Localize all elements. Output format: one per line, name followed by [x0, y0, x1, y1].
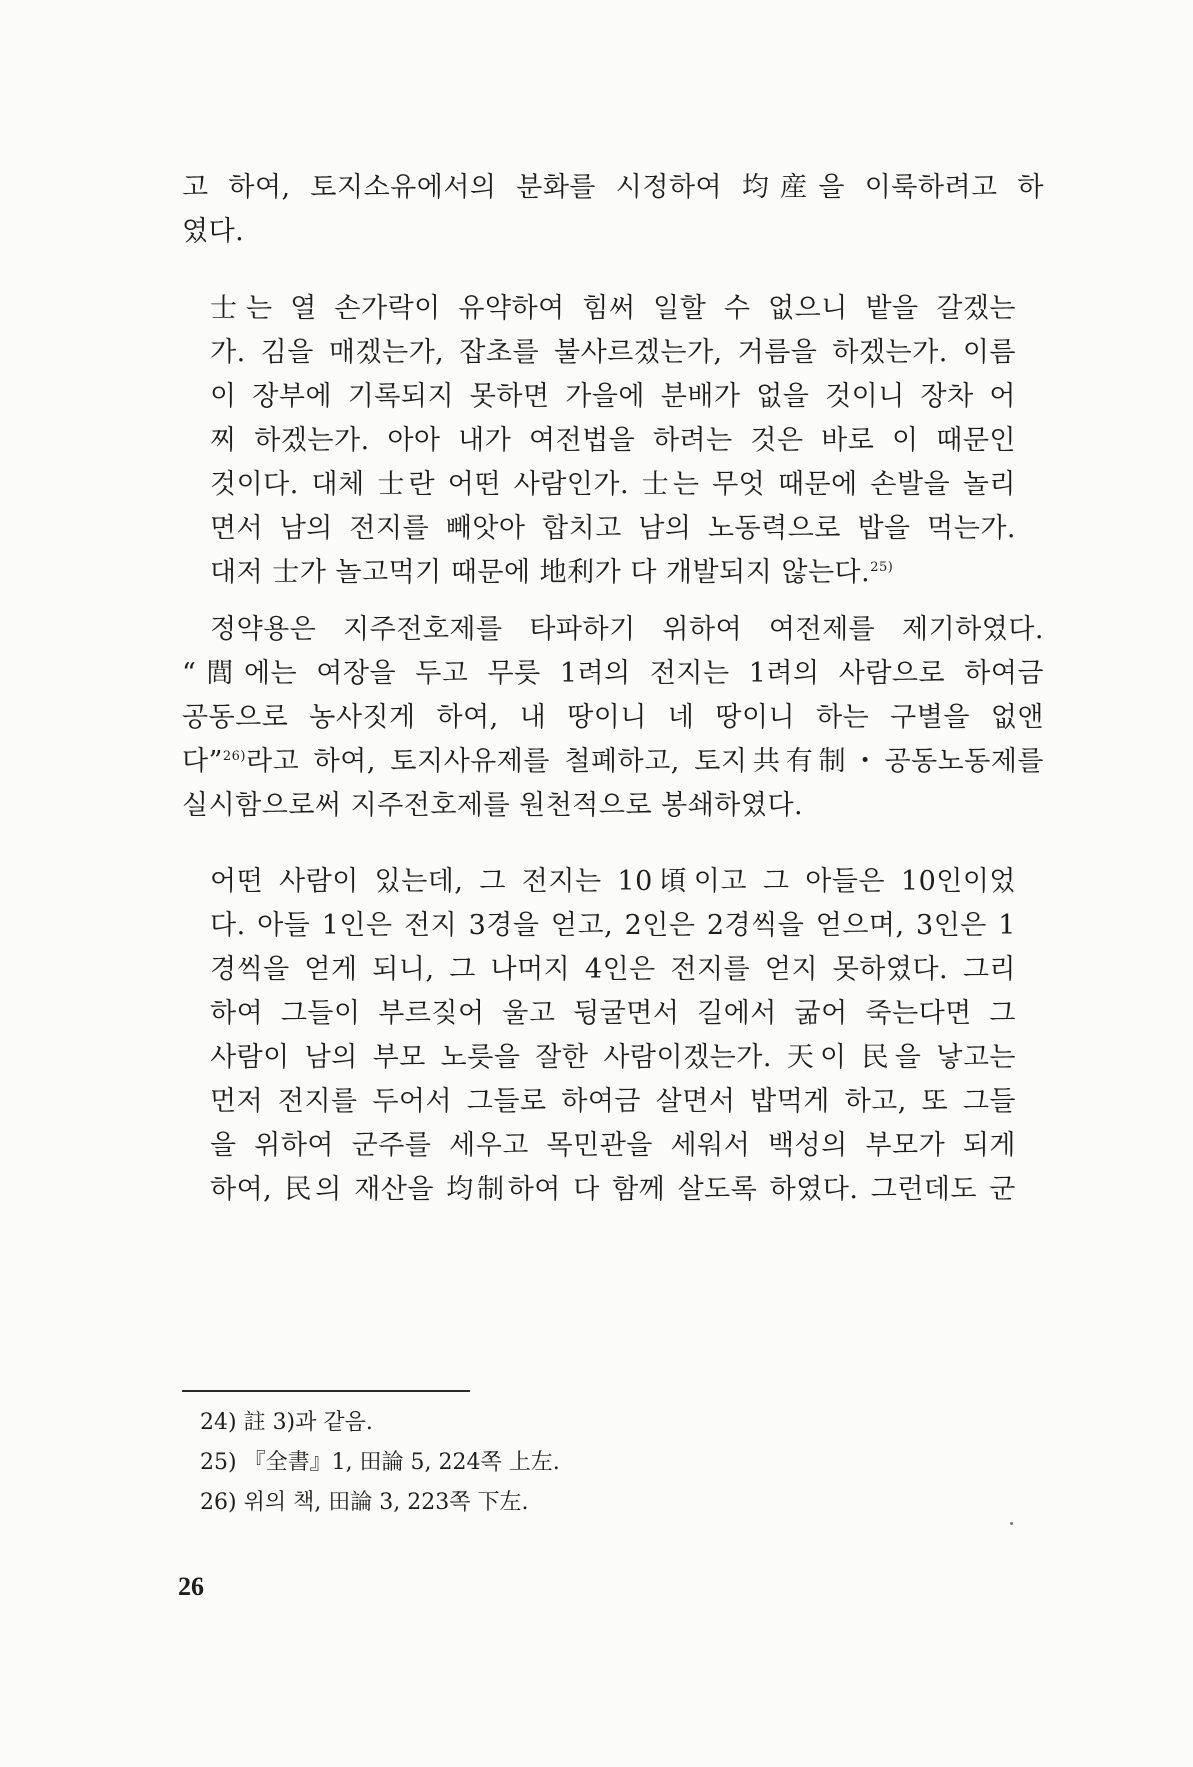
text-segment: 라고 하여, 토지사유제를 철폐하고, 토지共有制・공동노동제를 [246, 746, 1044, 777]
text-line: 정약용은 지주전호제를 타파하기 위하여 여전제를 제기하였다. [210, 614, 1044, 645]
quote-line: 면서 남의 전지를 빼앗아 합치고 남의 노동력으로 밥을 먹는가. [210, 513, 1016, 544]
quote-line: 가. 김을 매겠는가, 잡초를 불사르겠는가, 거름을 하겠는가. 이름 [210, 337, 1016, 368]
quote-line: 하여, 民의 재산을 均制하여 다 함께 살도록 하였다. 그런데도 군 [210, 1174, 1016, 1205]
text-segment: 다” [182, 746, 223, 777]
text-line: “閭에는 여장을 두고 무릇 1려의 전지는 1려의 사람으로 하여금 [182, 658, 1044, 689]
footnote-24: 24) 註 3)과 같음. [200, 1410, 373, 1435]
quote-line-last [210, 551, 1016, 595]
text-line: 공동으로 농사짓게 하여, 내 땅이니 네 땅이니 하는 구별을 없앤 [182, 702, 1044, 733]
paragraph-intro [182, 166, 1044, 254]
page-number: 26 [178, 1572, 204, 1601]
quote-line: 이 장부에 기록되지 못하면 가을에 분배가 없을 것이니 장차 어 [210, 381, 1016, 412]
footnote-26: 26) 위의 책, 田論 3, 223쪽 下左. [200, 1490, 529, 1515]
quote-line: 것이다. 대체 士란 어떤 사람인가. 士는 무엇 때문에 손발을 놀리 [210, 469, 1016, 500]
quote-line: 어떤 사람이 있는데, 그 전지는 10頃이고 그 아들은 10인이었 [210, 866, 1016, 897]
footnote-divider [182, 1390, 470, 1392]
quote-line: 먼저 전지를 두어서 그들로 하여금 살면서 밥먹게 하고, 또 그들 [210, 1086, 1016, 1117]
quote-line: 찌 하겠는가. 아아 내가 여전법을 하려는 것은 바로 이 때문인 [210, 425, 1016, 456]
footnote-ref-26[interactable]: 26) [222, 749, 247, 764]
quote-line: 을 위하여 군주를 세우고 목민관을 세워서 백성의 부모가 되게 [210, 1130, 1016, 1161]
quote-line: 하여 그들이 부르짖어 울고 뒹굴면서 길에서 굶어 죽는다면 그 [210, 998, 1016, 1029]
text-line: 고 하여, 토지소유에서의 분화를 시정하여 均産을 이룩하려고 하 [182, 172, 1044, 203]
quote-line-text: 대저 士가 놀고먹기 때문에 地利가 다 개발되지 않는다. [210, 557, 871, 588]
footnote-25: 25) 『全書』1, 田論 5, 224쪽 上左. [200, 1450, 560, 1475]
quote-line: 사람이 남의 부모 노릇을 잘한 사람이겠는가. 天이 民을 낳고는 [210, 1042, 1016, 1073]
quote-line: 다. 아들 1인은 전지 3경을 얻고, 2인은 2경씩을 얻으며, 3인은 1 [210, 910, 1016, 941]
footnote-ref-25[interactable]: 25) [870, 560, 894, 575]
block-quote-first [210, 287, 1016, 595]
text-line: 실시함으로써 지주전호제를 원천적으로 봉쇄하였다. [182, 790, 804, 821]
block-quote-second [210, 860, 1016, 1212]
text-line: 였다. [182, 216, 245, 247]
text-line-with-ref [182, 740, 1044, 784]
scan-speck [1010, 1522, 1013, 1525]
footnotes [200, 1403, 900, 1523]
quote-line: 경씩을 얻게 되니, 그 나머지 4인은 전지를 얻지 못하였다. 그리 [210, 954, 1016, 985]
paragraph-yeojeonje [182, 608, 1044, 828]
quote-line: 士는 열 손가락이 유약하여 힘써 일할 수 없으니 밭을 갈겠는 [210, 293, 1016, 324]
